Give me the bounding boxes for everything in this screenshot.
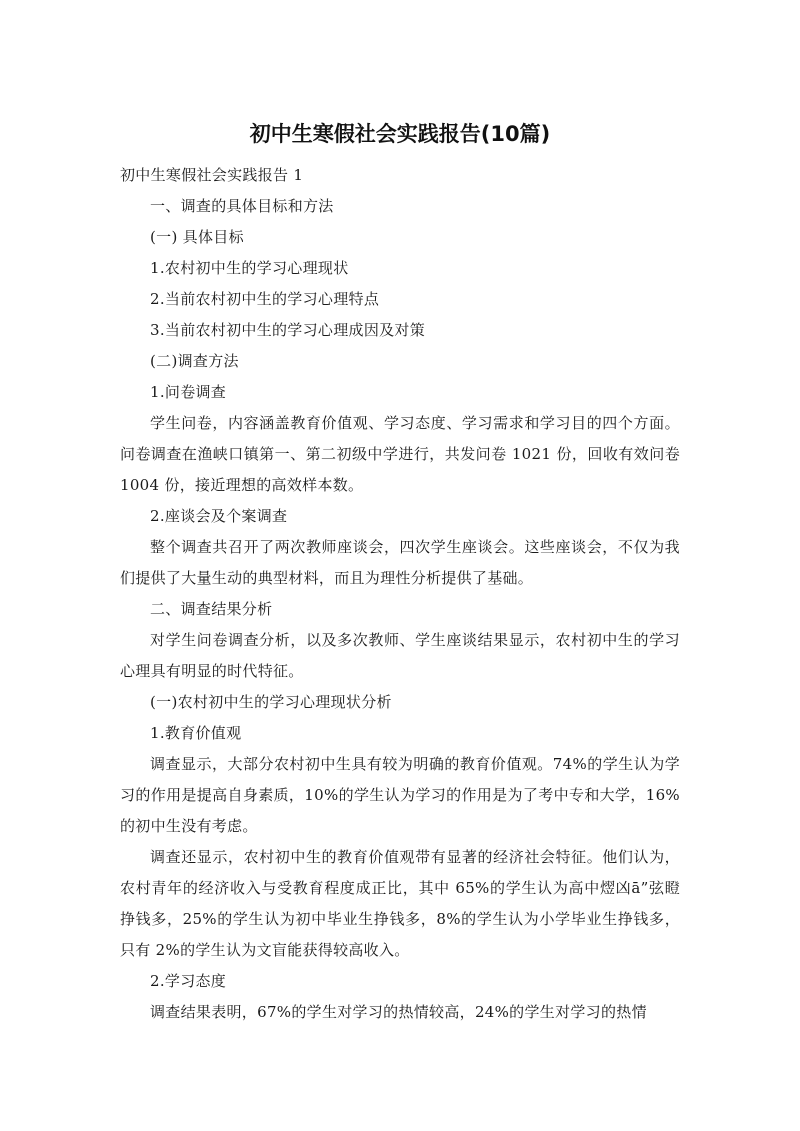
subsection-heading: (一) 具体目标 <box>150 228 244 246</box>
subsection-heading: (一)农村初中生的学习心理现状分析 <box>150 693 392 711</box>
paragraph: 调查显示，大部分农村初中生具有较为明确的教育价值观。74%的学生认为学习的作用是提高自身素质，10%的学生认为学习的作用是为了考中专和大学，16%的初中生没有考虑。 <box>120 755 680 835</box>
list-item: 1.教育价值观 <box>150 724 242 742</box>
list-item: 2.座谈会及个案调查 <box>150 507 288 525</box>
section-heading: 一、调查的具体目标和方法 <box>150 197 334 215</box>
list-item: 3.当前农村初中生的学习心理成因及对策 <box>150 321 426 339</box>
subsection-heading: (二)调查方法 <box>150 352 239 370</box>
list-item: 2.学习态度 <box>150 972 227 990</box>
section-heading: 二、调查结果分析 <box>150 600 273 618</box>
list-item: 1.问卷调查 <box>150 383 227 401</box>
document-title: 初中生寒假社会实践报告(10篇) <box>249 122 551 146</box>
paragraph: 调查结果表明，67%的学生对学习的热情较高，24%的学生对学习的热情 <box>150 1003 647 1021</box>
list-item: 2.当前农村初中生的学习心理特点 <box>150 290 380 308</box>
paragraph: 对学生问卷调查分析，以及多次教师、学生座谈结果显示，农村初中生的学习心理具有明显的时代特征。 <box>120 631 680 680</box>
paragraph: 调查还显示，农村初中生的教育价值观带有显著的经济社会特征。他们认为，农村青年的经济收入与受教育程度成正比，其中 65%的学生认为高中熤凶ā”弦瞪挣钱多，25%的学生认为初中毕业生挣钱多，8%的学生认为小学毕业生挣钱多，只有 2%的学生认为文盲能获得较高收入。 <box>120 848 680 959</box>
paragraph: 整个调查共召开了两次教师座谈会，四次学生座谈会。这些座谈会，不仅为我们提供了大量生动的典型材料，而且为理性分析提供了基础。 <box>120 538 680 587</box>
paragraph: 学生问卷，内容涵盖教育价值观、学习态度、学习需求和学习目的四个方面。问卷调查在渔峡口镇第一、第二初级中学进行，共发问卷 1021 份，回收有效问卷 1004 份，接近理想的高效样本数。 <box>120 414 680 494</box>
list-item: 1.农村初中生的学习心理现状 <box>150 259 349 277</box>
document-body <box>120 160 680 1028</box>
report-subtitle: 初中生寒假社会实践报告 1 <box>120 166 304 184</box>
